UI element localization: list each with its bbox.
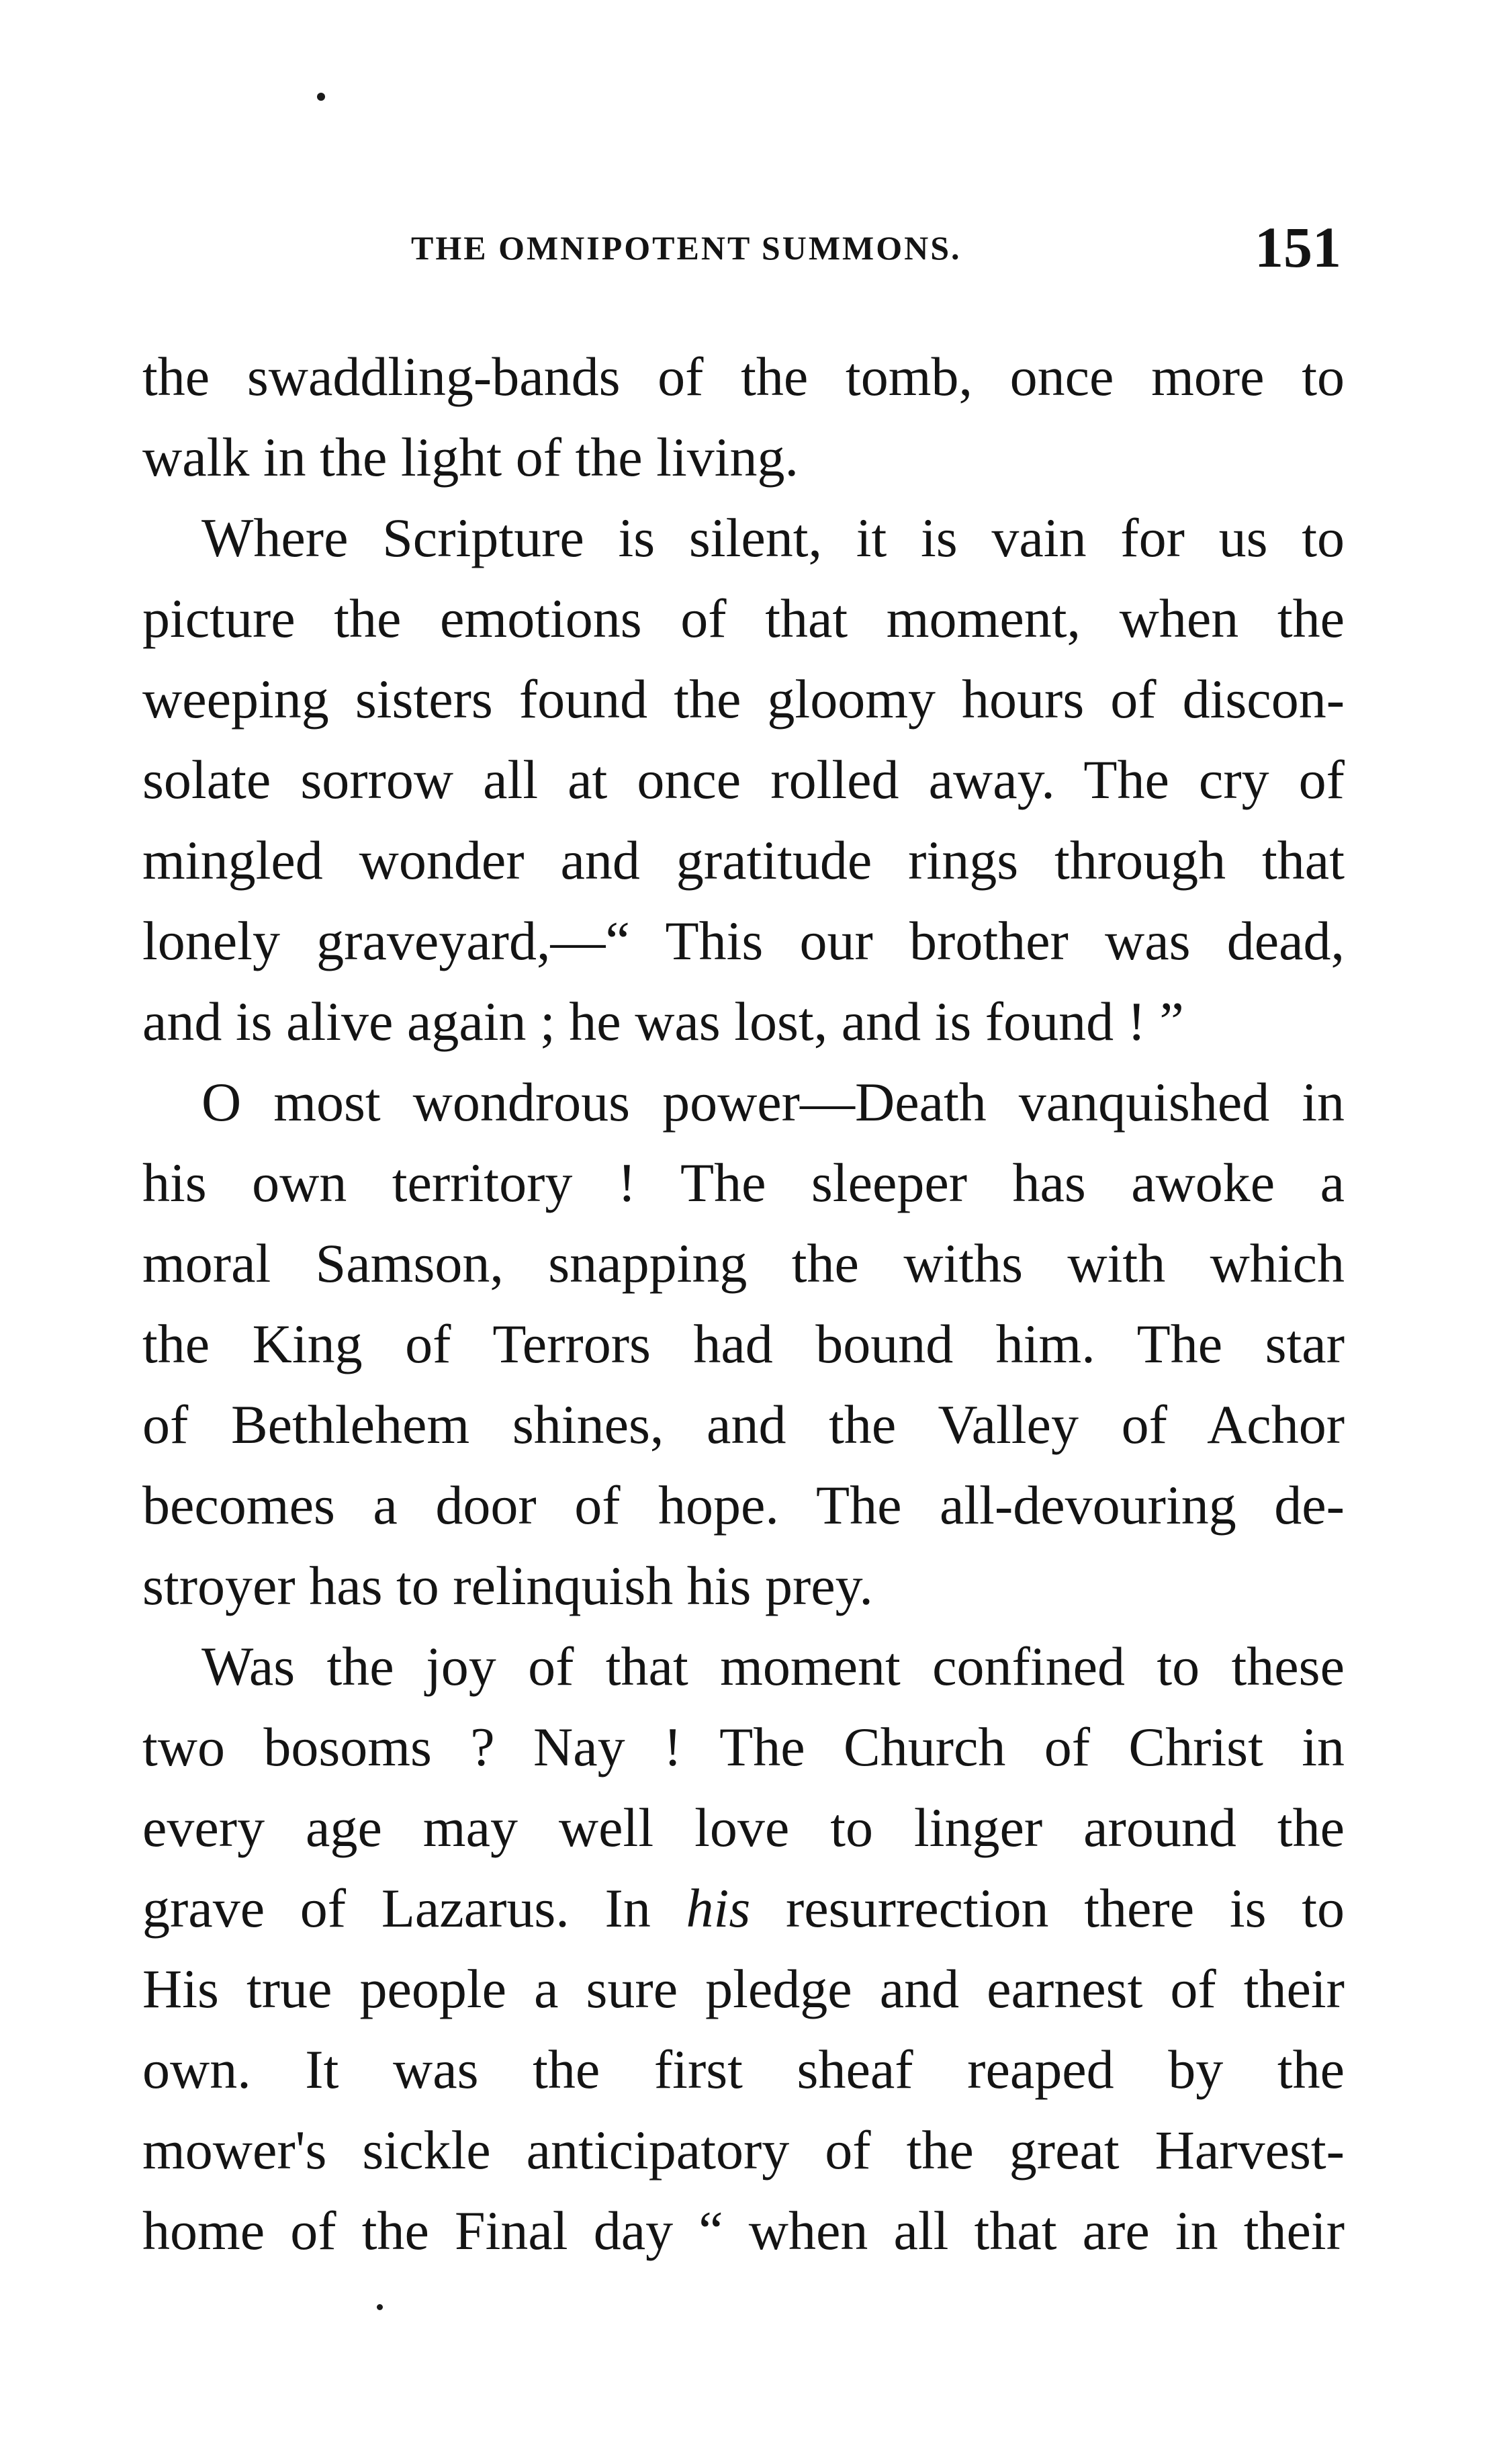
text-segment: grave of Lazarus. In: [142, 1878, 651, 1939]
text-line: and is alive again ; he was lost, and is found ! ”: [142, 991, 1184, 1052]
text-segment: resurrection there is to: [785, 1878, 1345, 1939]
text-line: His true people a sure pledge and earnest of their: [142, 1958, 1345, 2019]
text-line: own. It was the first sheaf reaped by the: [142, 2039, 1345, 2100]
text-line: Where Scripture is silent, it is vain for us to: [201, 507, 1345, 568]
running-title: THE OMNIPOTENT SUMMONS.: [411, 229, 962, 267]
text-line: [142, 1878, 1345, 1939]
text-line: picture the emotions of that moment, when the: [142, 588, 1345, 649]
ink-speck: [317, 93, 325, 101]
text-line: becomes a door of hope. The all-devouring de-: [142, 1475, 1345, 1536]
text-line: every age may well love to linger around the: [142, 1797, 1345, 1858]
text-line: of Bethlehem shines, and the Valley of Achor: [142, 1394, 1345, 1455]
italic-emphasis: his: [686, 1878, 751, 1939]
text-line: walk in the light of the living.: [142, 427, 799, 488]
text-line: the swaddling-bands of the tomb, once more to: [142, 346, 1345, 407]
text-line: lonely graveyard,—“ This our brother was dead,: [142, 910, 1345, 971]
text-line: the King of Terrors had bound him. The star: [142, 1313, 1345, 1374]
text-line: two bosoms ? Nay ! The Church of Christ in: [142, 1716, 1345, 1777]
ink-speck: [377, 2304, 383, 2310]
text-line: stroyer has to relinquish his prey.: [142, 1555, 873, 1616]
page-number: 151: [1255, 215, 1341, 279]
text-line: mingled wonder and gratitude rings through that: [142, 830, 1345, 891]
text-line: Was the joy of that moment confined to these: [201, 1636, 1345, 1697]
text-line: mower's sickle anticipatory of the great Harvest-: [142, 2119, 1345, 2181]
text-line: O most wondrous power—Death vanquished in: [201, 1071, 1345, 1133]
text-line: solate sorrow all at once rolled away. The cry of: [142, 749, 1345, 810]
text-line: his own territory ! The sleeper has awoke a: [142, 1152, 1345, 1213]
text-line: moral Samson, snapping the withs with which: [142, 1233, 1345, 1294]
text-line: weeping sisters found the gloomy hours of discon-: [142, 668, 1345, 730]
text-line: home of the Final day “ when all that are in their: [142, 2200, 1345, 2261]
